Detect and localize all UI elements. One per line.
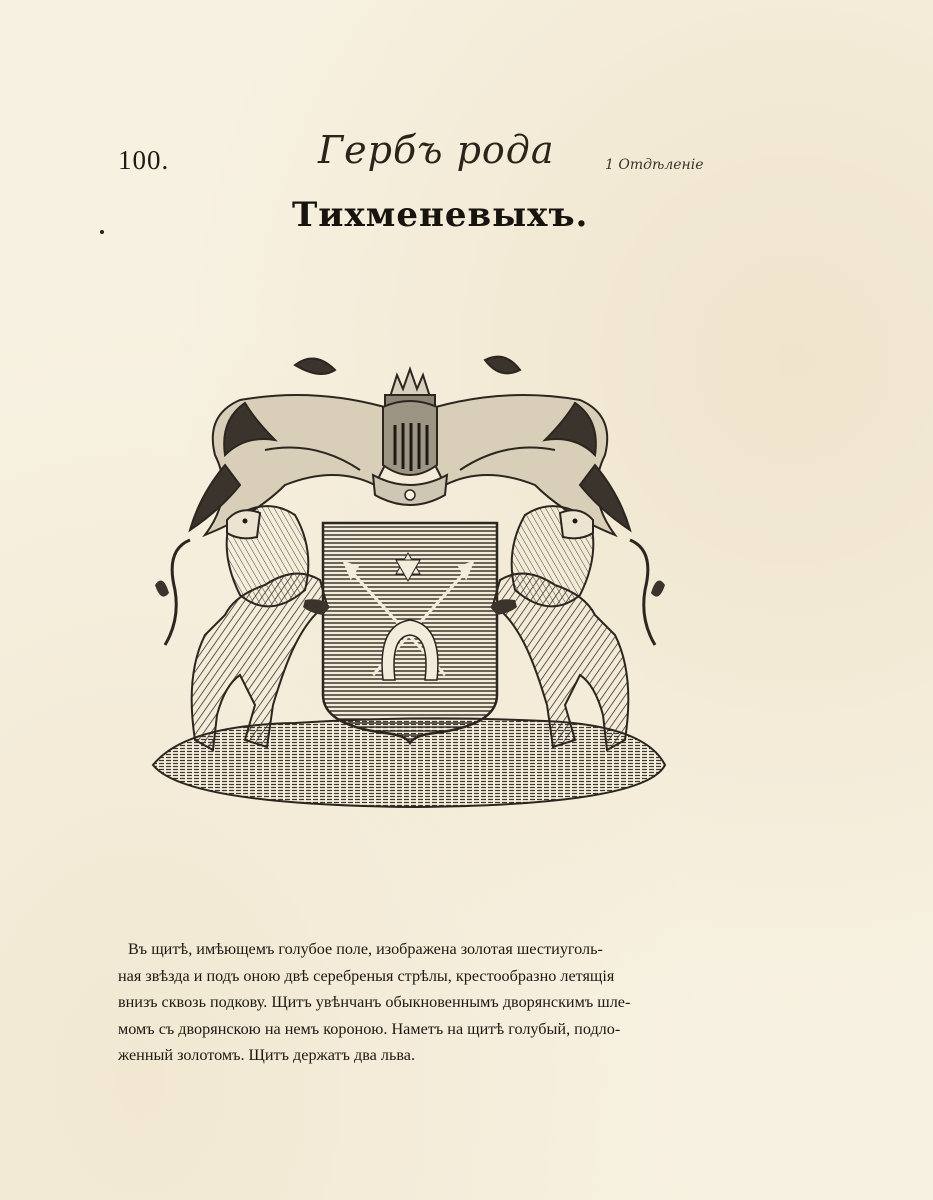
header-script-title: Гербъ рода [318,128,555,172]
left-lion-supporter-icon [155,506,330,750]
description-line: Въ щитѣ, имѣющемъ голубое поле, изображена золотая шестиуголь- [128,940,603,958]
description-line: женный золотомъ. Щитъ держатъ два льва. [118,1046,416,1064]
coat-of-arms-illustration [145,345,675,820]
description-line: ная звѣзда и подъ оною двѣ серебреныя стрѣлы, крестообразно летящія [118,966,615,985]
shield-icon [323,523,497,743]
family-name-title: Тихменевыхъ. [292,195,589,235]
section-note: 1 Отдѣленіе [605,157,704,173]
margin-dot [100,230,104,234]
right-lion-supporter-icon [490,506,665,750]
helmet-icon [373,369,447,505]
description-line: момъ съ дворянскою на немъ короною. Наметъ на щитѣ голубый, подло- [118,1019,621,1038]
page-number: 100. [118,145,170,175]
description-line: внизъ сквозь подкову. Щитъ увѣнчанъ обыкновеннымъ дворянскимъ шле- [118,993,631,1011]
blazon-description [118,936,768,1069]
